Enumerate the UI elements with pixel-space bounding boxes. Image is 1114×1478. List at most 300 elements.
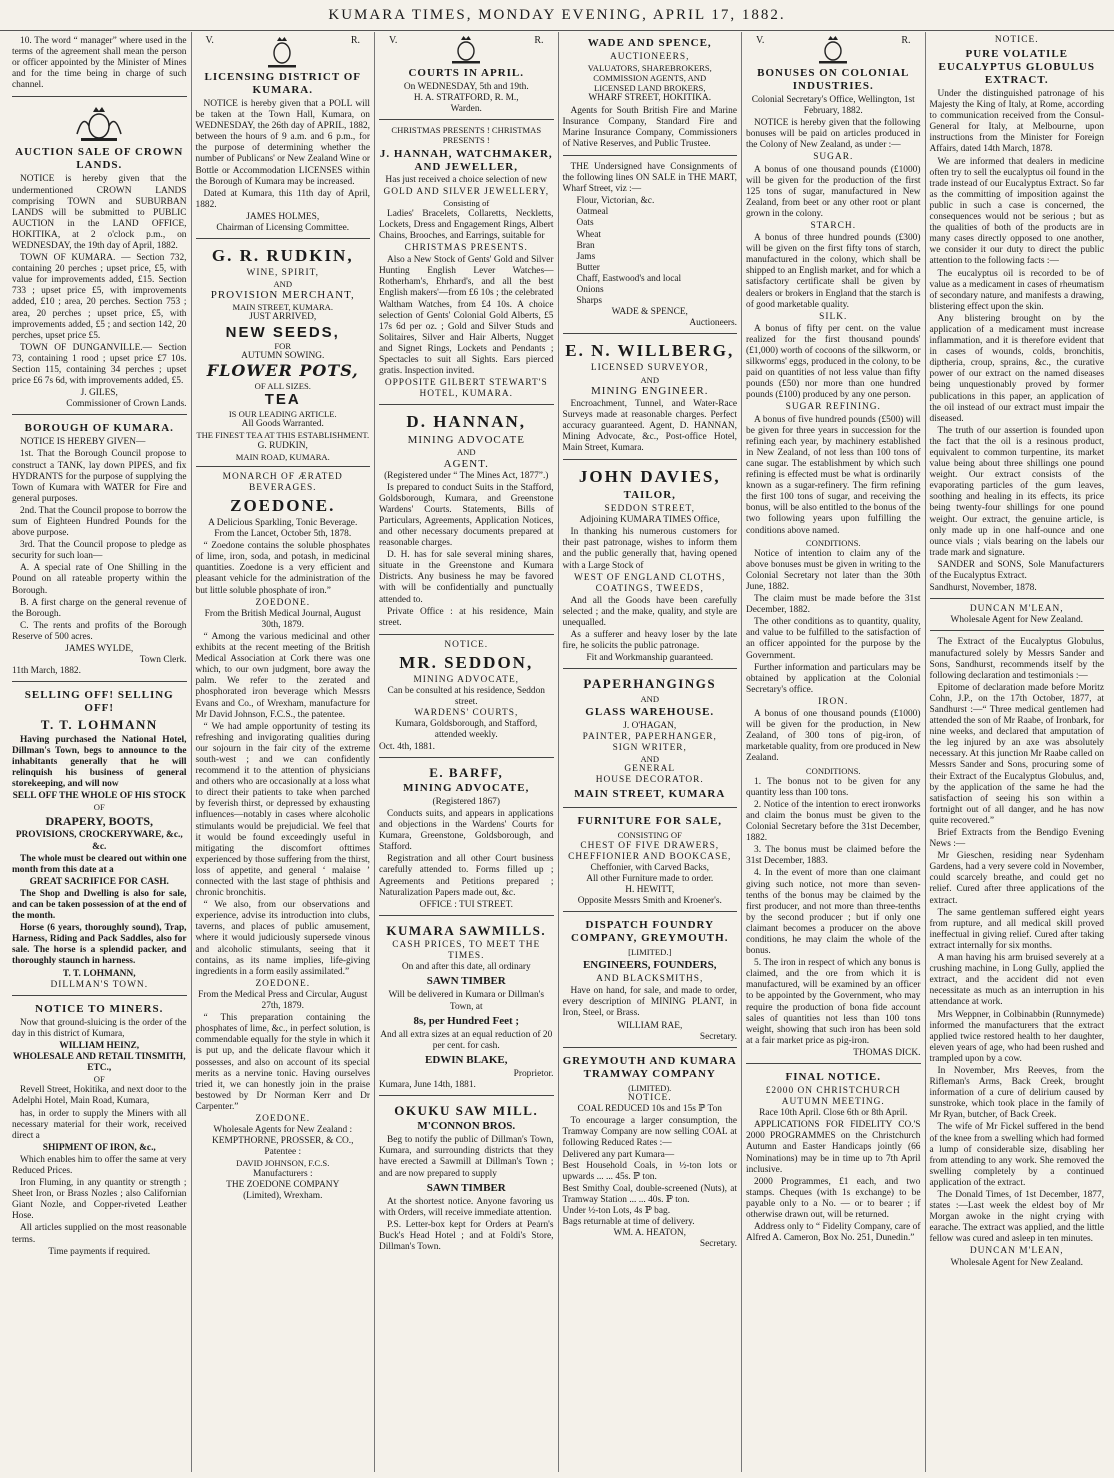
engineers-founders: ENGINEERS, FOUNDERS, [582, 959, 717, 972]
borough-2: 2nd. That the Council propose to borrow the sum of Eighteen Hundred Pounds for the above purpose. [12, 505, 187, 539]
willberg-name: E. N. WILLBERG, [565, 341, 735, 361]
west-of-england: WEST OF ENGLAND CLOTHS, [574, 572, 726, 583]
iron-4: 4. In the event of more than one claimant giving such notice, not more than seven-tenths of the bonus may be claimed by the first producer, and not more than three-tenths by the second producer ; but if only one claimant becomes a producer on the above conditions, he may claim the whole of the bonus. [746, 868, 921, 957]
barff-body: Conducts suits, and appears in applications and objections in the Wardens' Courts for Kumara, Greenstone, Goldsborough, and Stafford. [379, 809, 554, 853]
starch-body: A bonus of three hundred pounds (£300) will be given on the first fifty tons of starch, manufactured in the colony, which shall be shipped to an English market, and for which a satisfactory certificate shall be given by dealers or brokers in England that the starch is of good marketable quality. [746, 233, 921, 310]
furniture-ad [563, 810, 738, 912]
zoedone-2: ZOEDONE. [255, 597, 311, 608]
conditions-4: Further information and particulars may be obtained by application at the Colonial Secretary's office. [746, 662, 921, 695]
barff-registered: (Registered 1867) [432, 796, 500, 807]
flower-pots: FLOWER POTS, [206, 361, 359, 381]
list-item: Oatmeal [576, 207, 609, 218]
coal-body: To encourage a larger consumption, the Tramway Company are now selling COAL at following Reduced Rates :— [562, 1115, 737, 1149]
heaton-title: Secretary. [699, 1239, 737, 1249]
hewitt-name: H. HEWITT, [625, 884, 675, 895]
conditions-heading-2: CONDITIONS. [805, 765, 861, 776]
licensing-date: Dated at Kumara, this 11th day of April, 1882. [195, 188, 370, 210]
zoedone-ad [196, 469, 371, 1206]
final-notice: FINAL NOTICE. [785, 1071, 882, 1083]
household-coal: Best Household Coals, in ½-ton lots or upwards ... ... 45s. ℙ ton. [562, 1161, 737, 1183]
mconnon-body: Beg to notify the public of Dillman's Town, Kumara, and surrounding districts that they have erected a Sawmill at Dillman's Town ; and are now prepared to supply [379, 1135, 554, 1179]
eucalyptus-p2: We are informed that dealers in medicine often try to sell the eucalyptus oil found in the trade instead of our Eucalyptus Extract. So far as the committing of imposition against the public in such a case is concerned, the consequences would not be serious ; but as the qualities of both of the products are in many cases directly opposed to one another, we consider it our duty to direct the public attention to the following facts :— [929, 156, 1104, 267]
zoedone-3: ZOEDONE. [255, 978, 311, 989]
under-half-ton: Under ½-ton Lots, 4s ℙ bag. [562, 1205, 671, 1216]
paperhangings: PAPERHANGINGS [583, 676, 717, 692]
bonuses-ad [746, 32, 921, 1064]
licensing-body: NOTICE is hereby given that a POLL will be taken at the Town Hall, Kumara, on WEDNESDAY, the 26th day of APRIL, 1882, between the hours of 9 a.m. and 6 p.m., for the purpose of determining whether the number of Publicans' or New Zealand Wine or Bottle or Accommodation LICENSES within the Borough of Kumara may be increased. [195, 98, 370, 187]
wine-spirit: WINE, SPIRIT, [246, 268, 319, 279]
testimonial-p14: The wife of Mr Fickel suffered in the bend of the knee from a swelling which had formed a lump of considerable size, disabling her from attending to any work. She removed the swelling completely by a continued application of the extract. [929, 1122, 1104, 1188]
bmj-quote-1: “ Among the various medicinal and other exhibits at the recent meeting of the British Medical Association at Cork there was one which, to our own judgment, bore away the palm. We refer to the zerated and phosphorated iron beverage which Messrs Evans and Co., of Wrexham, manufacture for Mr David Johnson, F.C.S., the patentee. [195, 631, 370, 720]
eucalyptus-p5: The truth of our assertion is founded upon the fact that the oil is a resinous product, equivalent to common turpentine, its market value being about three shillings one pound weight. Our extract consists of the evaporating particles of the gum leaves, soothing and healing in its effects, its price being twenty-four shillings for one pound weight. Our extract, the genuine article, is only made up in one half-ounce and one ounce vials ; vials bearing on the labels our trade mark and signature. [929, 425, 1104, 558]
heinz-body: has, in order to supply the Miners with all necessary material for their work, received direct a [12, 1108, 187, 1141]
davies-name: JOHN DAVIES, [578, 467, 721, 487]
testimonial-p12: Mrs Weppner, in Colbinabbin (Runnymede) informed the manufacturers that the extract applied twice restored health to her daughter, eleven years of age, who had been rushed and trampled upon by a cow. [929, 1009, 1104, 1064]
blacksmiths: AND BLACKSMITHS, [596, 974, 704, 985]
sawn-timber-2: SAWN TIMBER [426, 1181, 506, 1194]
list-item: Sharps [576, 296, 603, 307]
miners-body: Now that ground-sluicing is the order of the day in this district of Kumara, [12, 1017, 187, 1039]
holmes-signature: JAMES HOLMES, [246, 211, 320, 222]
delivered: Will be delivered in Kumara or Dillman's Town, at [388, 990, 544, 1012]
zoedone-company: THE ZOEDONE COMPANY [226, 1179, 340, 1190]
wylde-signature: JAMES WYLDE, [65, 644, 134, 655]
lohmann-signature: T. T. LOHMANN, [62, 968, 136, 979]
and-label: AND [640, 754, 660, 765]
delicious: A Delicious Sparkling, Tonic Beverage. [208, 518, 358, 529]
tramway-ad [563, 1050, 738, 1254]
mclean-name: DUNCAN M'LEAN, [969, 604, 1064, 615]
borough-intro: NOTICE IS HEREBY GIVEN— [20, 437, 146, 448]
great-sacrifice: GREAT SACRIFICE FOR CASH. [29, 876, 169, 887]
zoedone-title: ZOEDONE. [230, 495, 336, 515]
shipment: SHIPMENT OF IRON, &c., [42, 1142, 156, 1153]
sandhurst-date: Sandhurst, November, 1878. [929, 583, 1037, 594]
barff-name: E. BARFF, [429, 764, 504, 780]
new-seeds: NEW SEEDS, [225, 323, 340, 341]
goods-list [563, 196, 738, 307]
eucalyptus-p4: Any blistering brought on by the application of a medicament must increase inflammation, and it is therefore evident that in cases of wounds, colds, bronchitis, diptheria, croup, sprains, &c., the curative power of our extract on the named diseases being unquestionably proved by former publications in this paper, an application of the oil instead of our extract must impair the diseased. [929, 313, 1104, 424]
eucalyptus-p1: Under the distinguished patronage of his Majesty the King of Italy, at Rome, according to communication received from the Consul-General for Italy, at Melbourne, upon instructions from the Minister for Foreign Affairs, dated 14th March, 1878. [929, 89, 1104, 155]
lancet-quote: “ Zoedone contains the soluble phosphates of lime, iron, soda, and potash, in medicinal quantities. Zoedone is a very efficient and pleasant vehicle for the administration of the but little soluble phosphate of iron.” [195, 541, 370, 596]
eucalyptus-p3: The eucalyptus oil is recorded to be of value as a medicament in cases of rheumatism of secondary nature, and manifests a drawing, blistering effect upon the skin. [929, 268, 1104, 312]
starch-heading: STARCH. [810, 220, 857, 231]
tramway-limited: (LIMITED). [628, 1082, 672, 1093]
bonuses-title: BONUSES ON COLONIAL INDUSTRIES. [757, 67, 910, 92]
revell-street: Revell Street, Hokitika, and next door to the Adelphi Hotel, Main Road, Kumara, [12, 1085, 187, 1107]
courts-body: On WEDNESDAY, 5th and 19th. [403, 81, 529, 92]
list-item: Flour, Victorian, &c. [576, 196, 655, 207]
list-item: Onions [576, 284, 604, 295]
column-4 [559, 32, 743, 1472]
dillmans-town: DILLMAN'S TOWN. [50, 979, 149, 990]
blake-date: Kumara, June 14th, 1881. [379, 1079, 476, 1090]
silk-body: A bonus of fifty per cent. on the value realized for the first thousand pounds' (£1,000) worth of cocoons of the silkworm, or silkworms' eggs, produced in the colony, to be paid on quantities of not less value than fifty pounds (£50) nor more than one hundred pounds (£100) produced by any one person. [746, 323, 921, 401]
testimonial-p13: In November, Mrs Reeves, from the Rifleman's Arms, Back Creek, brought information of a cure of delirium caused by sunstroke, which took place in the family of Mr Ryan, butcher, of Back Creek. [929, 1065, 1104, 1121]
finest-tea: THE FINEST TEA AT THIS ESTABLISHMENT. [196, 430, 370, 441]
fit-workmanship: Fit and Workmanship guaranteed. [586, 653, 714, 664]
licensed-brokers: LICENSED LAND BROKERS, [594, 83, 706, 94]
ps-note: P.S. Letter-box kept for Orders at Pearn's Buck's Head Hotel ; and at Foldi's Store, Dillman's Town. [379, 1219, 554, 1252]
furniture-title: FURNITURE FOR SALE, [577, 815, 723, 828]
watches: Also a New Stock of Gents' Gold and Silver Hunting English Lever Watches—Rotherham's, Ehrhard's, and all the best English makers'—from £6 10s ; the celebrated Waltham Watches, from £4 10s. A choice selection of Gents' Colonial Gold Alberts, £5 17s 6d per oz. ; Gold and Silver Studs and Solitaires, Silver and Hair Alberts, Nugget and Signet Rings, Lockets and Pendants ; Spectacles to suit all Sights. Ears pierced gratis. Inspection invited. [379, 255, 554, 377]
time-payments: Time payments if required. [48, 1246, 151, 1257]
cheffionier-bookcase: CHEFFIONIER AND BOOKCASE, [568, 851, 732, 862]
fidelity-address: Address only to “ Fidelity Company, care of Alfred A. Cameron, Box No. 251, Dunedin.” [746, 1222, 921, 1244]
newspaper-page [8, 32, 1108, 1472]
cash-prices: CASH PRICES, TO MEET THE TIMES. [392, 940, 541, 962]
and-label: AND [456, 447, 476, 458]
licensing-ad [196, 32, 371, 239]
wrexham: (Limited), Wrexham. [243, 1190, 323, 1201]
barff-title: MINING ADVOCATE, [403, 781, 530, 794]
eucalyptus-ad [930, 32, 1105, 599]
vr-r: R. [901, 35, 911, 46]
applications: APPLICATIONS FOR FIDELITY CO.'S 2000 PROGRAMMES on the Christchurch Autumn and Easter Handicaps jointly (66 Nominations) may be in time up to 7th April inclusive. [746, 1120, 921, 1175]
drapery: DRAPERY, BOOTS, [45, 814, 153, 829]
main-road: MAIN ROAD, KUMARA. [235, 451, 330, 462]
column-6 [926, 32, 1109, 1472]
miners-title: NOTICE TO MINERS. [35, 1002, 164, 1015]
heinz-name: WILLIAM HEINZ, [59, 1040, 140, 1051]
autumn-sowing: AUTUMN SOWING. [241, 351, 325, 362]
price: 8s, per Hundred Feet ; [413, 1014, 520, 1027]
masthead: KUMARA TIMES, MONDAY EVENING, APRIL 17, 1882. [0, 0, 1114, 31]
hannan-body: Is prepared to conduct Suits in the Stafford, Goldsborough, Kumara, and Greenstone Wardens' Courts. Statements, Bills of Particulars, Agreements, Application Notices, and other necessary documents prepared at reasonable charges. [379, 482, 554, 549]
sugar-heading: SUGAR. [813, 152, 854, 163]
list-item: Oats [576, 218, 594, 229]
sawmills-title: KUMARA SAWMILLS. [386, 922, 547, 938]
barff-ad [379, 760, 554, 916]
silk-heading: SILK. [819, 311, 848, 322]
borough-ad [12, 417, 187, 682]
glass-warehouse: GLASS WAREHOUSE. [585, 705, 715, 718]
manager-text: 10. The word “ manager” where used in the terms of the agreement shall mean the person or officer appointed by the Minister of Mines and for the time being in charge of such channel. [12, 36, 187, 91]
royal-crest-icon [813, 35, 853, 65]
licensing-title: LICENSING DISTRICT OF KUMARA. [204, 71, 361, 96]
consignments: THE Undersigned have Consignments of the following lines ON SALE in THE MART, Wharf Street, viz :— [562, 161, 737, 195]
wholesale-tinsmith: WHOLESALE AND RETAIL TINSMITH, ETC., [12, 1052, 186, 1074]
dispatch-title: DISPATCH FOUNDRY COMPANY, GREYMOUTH. [571, 919, 729, 945]
foundry-ad [563, 914, 738, 1048]
courts-ad [379, 32, 554, 120]
for-label: FOR [274, 341, 292, 352]
hewitt-address: Opposite Messrs Smith and Kroener's. [577, 896, 722, 906]
iron-body: A bonus of one thousand pounds (£1000) will be given for the production, in New Zealand, of 300 tons of pig-iron, of marketable quality, from ore produced in New Zealand. [746, 709, 921, 764]
agent: AGENT. [443, 457, 489, 470]
town-of-dunganville: TOWN OF DUNGANVILLE.— Section 73, containing 1 rood ; upset price £7 10s. Section 115, containing 34 perches ; upset price £6 7s 6d, with improvements added, £5. [12, 342, 187, 387]
giles-title: Commissioner of Crown Lands. [66, 399, 187, 410]
and-label: AND [273, 279, 293, 290]
refining-heading: SUGAR REFINING. [785, 402, 881, 413]
wholesale-agent: Wholesale Agent for New Zealand. [950, 615, 1083, 626]
iron-5: 5. The iron in respect of which any bonus is claimed, and the ore from which it is manufactured, will be examined by an officer to be appointed by the Government, who may require the production of bona fide account sales of quantities not less than 100 tons weight, showing that such iron has been sold at a fair market price as pig-iron. [746, 958, 921, 1046]
sugar-body: A bonus of one thousand pounds (£1000) will be given for the production of the first 125 tons of sugar, manufactured in New Zealand, from beet or any other root or plant grown in the colony. [746, 164, 921, 219]
okuku-ad [379, 1098, 554, 1258]
five-drawers: CHEST OF FIVE DRAWERS, [580, 840, 720, 851]
christmas-presents: CHRISTMAS PRESENTS. [404, 243, 528, 254]
warranted: All Goods Warranted. [241, 419, 324, 430]
column-5 [742, 32, 926, 1472]
warden: Warden. [450, 104, 482, 115]
zoedone-4: ZOEDONE. [255, 1113, 311, 1124]
vr-r: R. [350, 35, 360, 46]
mining-advocate: MINING ADVOCATE [407, 434, 525, 447]
enables: Which enables him to offer the same at very Reduced Prices. [12, 1154, 187, 1176]
rudkin-signature: G. RUDKIN, [257, 440, 308, 451]
sufferer: As a sufferer and heavy loser by the late fire, he solicits the public patronage. [562, 630, 737, 652]
eucalyptus-title: PURE VOLATILE EUCALYPTUS GLOBULUS EXTRACT. [938, 48, 1095, 87]
davies-body: In thanking his numerous customers for their past patronage, wishes to inform them and the public generally that, having opened with a Large Stock of [562, 527, 737, 571]
bmj-quote-2: “ We had ample opportunity of testing its refreshing and invigorating qualities during our sojourn in the fair city of the extreme south-west ; and we can confidently recommend it to the attention of physicians and others who are occasionally at a loss what to direct their patients to take when parched by feverish thirst, or depressed by exhausting influences—notably in cases where alcoholic stimulants would be prejudicial. We feel that it would be found exceedingly useful in mitigating the discomfort ofttimes experienced by those suffering from the thirst, loss of appetite, and general ‘ malaise ’ connected with the last stage of phthisis and chronic bronchitis. [195, 721, 370, 899]
column-3 [375, 32, 559, 1472]
rae-title: Secretary. [699, 1031, 737, 1042]
conditions-3: The other conditions as to quantity, quality, and value to be fulfilled to the satisfaction of an officer appointed for the purpose by the Government. [746, 617, 921, 661]
race-date: Race 10th April. Close 6th or 8th April. [759, 1108, 908, 1119]
manufacturers-label: Manufacturers : [252, 1168, 313, 1179]
patentee-label: Patentee : [264, 1147, 302, 1158]
mining-engineer: MINING ENGINEER. [591, 384, 709, 397]
cheffonier: Cheffonier, with Carved Backs, [590, 862, 709, 873]
heaton-name: WM. A. HEATON, [613, 1227, 686, 1238]
proprietor: Proprietor. [513, 1068, 554, 1079]
general: GENERAL [624, 764, 676, 775]
auctioneers-2: Auctioneers. [689, 318, 737, 329]
vr-header [196, 35, 371, 69]
royal-crest-icon [71, 104, 127, 144]
rae-name: WILLIAM RAE, [617, 1020, 683, 1031]
johnson: DAVID JOHNSON, F.C.S. [236, 1158, 330, 1169]
valuators: VALUATORS, SHAREBROKERS, COMMISSION AGENTS, AND [587, 63, 712, 84]
insurance-agents: Agents for South British Fire and Marine Insurance Company, Standard Fire and Marine Insurance Company, Commissioners of Native Reserves, and Public Trustee. [562, 105, 737, 149]
ohagan-ad [563, 671, 738, 808]
coatings: COATINGS, TWEEDS, [595, 583, 704, 594]
sawmills-body: On and after this date, all ordinary [401, 962, 531, 973]
conditions-heading: CONDITIONS. [805, 537, 861, 548]
programmes: 2000 Programmes, £1 each, and two stamps. Cheques (with 1s exchange) to be payable only to a No. — or to bearer ; if otherwise drawn out, will be returned. [746, 1176, 921, 1220]
just-arrived: JUST ARRIVED, [249, 312, 317, 323]
sawmills-ad [379, 918, 554, 1096]
rudkin-ad [196, 241, 371, 467]
wholesale-agent-2: Wholesale Agent for New Zealand. [950, 1257, 1083, 1268]
registered: (Registered under “ The Mines Act, 1877”.) [384, 470, 549, 481]
mclean-name-2: DUNCAN M'LEAN, [969, 1246, 1064, 1257]
vr-v: V. [389, 35, 398, 46]
bonuses-intro: NOTICE is hereby given that the following bonuses will be paid on articles produced in the Colony of New Zealand, as under :— [746, 118, 921, 151]
tailor: TAILOR, [623, 489, 676, 502]
testimonial-p6: The Extract of the Eucalyptus Globulus, manufactured solely by Messrs Sander and Sons, Sandhurst, recommends itself by the following declaration and testimonials :— [929, 637, 1104, 681]
rudkin-name: G. R. RUDKIN, [211, 246, 354, 266]
fidelity-ad [746, 1066, 921, 1249]
seddon-title: MINING ADVOCATE, [413, 674, 520, 685]
press-quote: “ This preparation containing the phosphates of lime, &c., in perfect solution, is commendable equally for the style in which it is put up, and the delicate flavour which it possesses, and also on account of its special merits as a nervine tonic. Having ourselves tried it, we can honestly join in the praise bestowed by Dr Norman Kerr and Dr Carpenter.” [195, 1013, 370, 1112]
column-1 [8, 32, 192, 1472]
stratford: H. A. STRATFORD, R. M., [413, 93, 519, 104]
iron-1: 1. The bonus not to be given for any quantity less than 100 tons. [746, 776, 921, 798]
okuku-title: OKUKU SAW MILL. [394, 1102, 539, 1118]
manager-clause [12, 32, 187, 97]
kempthorne: KEMPTHORNE, PROSSER, & CO., [212, 1136, 354, 1147]
conditions-body: Notice of intention to claim any of the above bonuses must be given in writing to the Colonial Secretary not later than the 30th June, 1882. [746, 548, 921, 593]
vr-r: R. [534, 35, 544, 46]
seddon-street: SEDDON STREET, [604, 504, 695, 515]
borough-1: 1st. That the Borough Council propose to construct a TANK, lay down PIPES, and fix HYDRANTS for the purpose of supplying the Town of Kumara with WATER for Fire and general purposes. [12, 449, 187, 504]
refining-body: A bonus of five hundred pounds (£500) will be given for three years in succession for the refining each year, by machinery established in New Zealand, of not less than 100 tons of cane sugar. The establishment by which such refining is effected must be what is ordinarily known as a sugar-refinery. The firm refining the first 100 tons of sugar, and receiving the bonus, will be also entitled to the bonus of the two following years upon fulfilling the conditions above named. [746, 414, 921, 536]
conditions-2: The claim must be made before the 31st December, 1882. [746, 594, 921, 616]
all-sizes: OF ALL SIZES. [254, 381, 311, 392]
wardens-courts: WARDENS' COURTS, [414, 708, 519, 719]
auction-title: AUCTION SALE OF CROWN LANDS. [15, 146, 184, 172]
sawn-timber: SAWN TIMBER [426, 975, 506, 988]
list-item: Butter [576, 262, 600, 273]
borough-3: 3rd. That the Council propose to pledge as security for such loan— [12, 540, 187, 562]
dispatch-limited: [LIMITED.] [628, 947, 672, 958]
hannah-name: J. HANNAH, WATCHMAKER, AND JEWELLER, [379, 147, 553, 173]
coal-reduced: COAL REDUCED 10s and 15s ℙ Ton [577, 1103, 722, 1114]
heinz-of: OF [93, 1074, 105, 1085]
auctioneers: AUCTIONEERS, [610, 51, 690, 62]
consisting: Consisting of [443, 197, 490, 208]
list-item: Bran [576, 240, 595, 251]
shortest-notice: At the shortest notice. Anyone favoring us with Orders, will receive immediate attention. [379, 1196, 554, 1218]
borough-c: C. The rents and profits of the Borough Reserve of 500 acres. [12, 620, 187, 642]
shop-dwelling: The Shop and Dwelling is also for sale, and can be taken possession of at the end of the month. [12, 888, 187, 922]
hannan-body-2: D. H. has for sale several mining shares, situate in the Greenstone and Kumara Districts. Any business he may be favored with will be confidentially and punctually attended to. [379, 550, 554, 605]
seddon-body: Can be consulted at his residence, Seddon street. [387, 686, 545, 708]
ohagan-name: J. O'HAGAN, [623, 720, 677, 731]
vr-header [746, 35, 921, 65]
adjoining: Adjoining KUMARA TIMES Office, [579, 515, 720, 526]
willberg-body: Encroachment, Tunnel, and Water-Race Surveys made at reasonable charges. Perfect accuracy guaranteed. Agent, D. HANNAN, Mining Advocate, &c., Post-office Hotel, Main Street, Kumara. [562, 398, 737, 453]
christmas-header: CHRISTMAS PRESENTS ! CHRISTMAS PRESENTS ! [391, 125, 542, 146]
sander-sons: SANDER and SONS, Sole Manufacturers of the Eucalyptus Extract. [929, 559, 1104, 582]
main-street-kumara: MAIN STREET, KUMARA [574, 788, 726, 801]
borough-a: A. A special rate of One Shilling in the Pound on all rateable property within the Borough. [12, 563, 187, 596]
lancet-source: From the Lancet, October 5th, 1878. [214, 529, 352, 540]
barff-office: OFFICE : TUI STREET. [419, 899, 513, 910]
wade-signature: WADE & SPENCE, [611, 307, 688, 318]
courts-title: COURTS IN APRIL. [408, 67, 525, 79]
bags-returnable: Bags returnable at time of delivery. [562, 1216, 695, 1227]
auction-body: NOTICE is hereby given that the undermentioned CROWN LANDS comprising TOWN and SUBURBAN LANDS will be submitted to PUBLIC AUCTION in the LAND OFFICE, HOKITIKA, at 2 o'clock p.m., on WEDNESDAY, the 19th day of April, 1882. [12, 174, 187, 251]
of-label: OF [93, 802, 105, 813]
painter: PAINTER, PAPERHANGER, [582, 731, 717, 742]
hannan-ad [379, 407, 554, 634]
wardens-body: Kumara, Goldsborough, and Stafford, attended weekly. [395, 719, 538, 741]
selling-title: SELLING OFF! SELLING OFF! [24, 689, 174, 715]
tramway-title: GREYMOUTH AND KUMARA TRAMWAY COMPANY [562, 1054, 737, 1080]
gold-silver: GOLD AND SILVER JEWELLERY, [383, 186, 550, 197]
testimonial-p7: Epitome of declaration made before Moritz Cohn, J.P., on the 17th October, 1877, at Sandhurst :—“ Three medical gentlemen had attended the son of Mr Raabe, of Ironbark, for nine weeks, and declared that amputation of the leg injured by an axe was absolutely necessary. At this junction Mr Raabe called on Messrs Sander and Sons, procuring some of their Extract of the Eucalyptus Globulus, and, by the application of the same he had the satisfaction of seeing his son within a fortnight out of all danger, and he has now quite recovered.” [929, 682, 1104, 826]
main-street: MAIN STREET, KUMARA. [232, 302, 334, 313]
testimonial-p9: Mr Gieschen, residing near Sydenham Gardens, had a very severe cold in November, could scarcely breathe, and could get no relief. Cured after three applications of the extract. [929, 851, 1104, 906]
testimonial-p15: The Donald Times, of 1st December, 1877, states :—Last week the eldest boy of Mr Morgan awoke in the night crying with earache. The extract was applied, and the little fellow was cured and asleep in ten minutes. [929, 1190, 1104, 1245]
tea: TEA [264, 391, 301, 409]
mconnon-name: M'CONNON BROS. [417, 1120, 516, 1133]
seddon-date: Oct. 4th, 1881. [379, 741, 435, 752]
wholesale-agents: Wholesale Agents for New Zealand : [213, 1125, 353, 1136]
horse: Horse (6 years, thoroughly sound), Trap, Harness, Riding and Pack Saddles, also for sale. The horse is a splendid packer, and thoroughly staunch in harness. [12, 923, 187, 967]
dick-signature: THOMAS DICK. [853, 1047, 921, 1058]
hannah-body: Has just received a choice selection of new [385, 175, 548, 186]
surveyor: LICENSED SURVEYOR, [590, 363, 709, 374]
wylde-date: 11th March, 1882. [12, 666, 81, 677]
press-source: From the Medical Press and Circular, August 27th, 1879. [198, 989, 368, 1012]
lohmann-name: T. T. LOHMANN [40, 717, 158, 733]
notice-title: NOTICE. [627, 1092, 672, 1103]
davies-ad [563, 462, 738, 669]
blake-name: EDWIN BLAKE, [424, 1053, 508, 1066]
monarch-title: MONARCH OF ÆRATED BEVERAGES. [222, 471, 343, 493]
borough-title: BOROUGH OF KUMARA. [24, 422, 174, 435]
fluming: Iron Fluming, in any quantity or strength ; Sheet Iron, or Brass Nozles ; also Californian Giant Nozle, and Copper-riveted Leather Hose. [12, 1178, 187, 1222]
bmj-quote-3: “ We also, from our observations and experience, advise its introduction into clubs, taverns, and places of public amusement, where it would judiciously supersede vinous and alcoholic stimulants, seeing that it contains, as its name implies, life-giving ingredients in a form easily assimilated.” [195, 900, 370, 977]
giles-signature: J. GILES, [80, 388, 118, 399]
ladies-list: Ladies' Bracelets, Collaretts, Neckletts, Lockets, Dress and Engagement Rings, Albert Chains, Brooches, and Earrings, suitable for [379, 208, 554, 241]
testimonial-p8: Brief Extracts from the Bendigo Evening News :— [929, 828, 1104, 850]
wharf-street: WHARF STREET, HOKITIKA. [588, 93, 712, 104]
list-item: Chaff, Eastwood's and local [576, 273, 682, 284]
column-2 [192, 32, 376, 1472]
seddon-name: MR. SEDDON, [399, 652, 534, 672]
hannan-name: D. HANNAN, [406, 412, 527, 432]
consisting-of: CONSISTING OF [617, 830, 682, 841]
secretary-office: Colonial Secretary's Office, Wellington, 1st February, 1882. [751, 94, 915, 117]
seddon-ad [379, 637, 554, 758]
vr-header [379, 35, 554, 65]
lohmann-ad [12, 684, 187, 995]
hannah-ad [379, 122, 554, 405]
cleared: The whole must be cleared out within one month from this date at a [12, 853, 187, 875]
smithy-coal: Best Smithy Coal, double-screened (Nuts), at Tramway Station ... ... 40s. ℙ ton. [562, 1183, 737, 1205]
list-item: Jams [576, 251, 596, 262]
crown-lands-ad [12, 99, 187, 415]
notice-title: NOTICE. [444, 639, 489, 650]
private-office: Private Office : at his residence, Main street. [379, 606, 554, 628]
davies-body-2: And all the Goods have been carefully selected ; and the make, quality, and style are unequalled. [562, 595, 737, 629]
delivered-kumara: Delivered any part Kumara— [562, 1150, 675, 1161]
list-item: Wheat [576, 229, 601, 240]
iron-3: 3. The bonus must be claimed before the 31st December, 1883. [746, 845, 921, 867]
royal-crest-icon [262, 35, 302, 69]
testimonial-p11: A man having his arm bruised severely at a crushing machine, in Long Gully, applied the extract, and the accident did not even necessitate as much as an interruption in his attendance at work. [929, 953, 1104, 1008]
lohmann-body: Having purchased the National Hotel, Dillman's Town, begs to announce to the inhabitants generally that he will relinquish his business of general storekeeping, and will now [12, 734, 187, 789]
heinz-ad [12, 998, 187, 1262]
wylde-title: Town Clerk. [139, 655, 187, 666]
borough-b: B. A first charge on the general revenue of the Borough. [12, 597, 187, 619]
provisions: PROVISIONS, CROCKERYWARE, &c., &c. [15, 830, 183, 852]
and-label: AND [640, 693, 660, 704]
other-furniture: All other Furniture made to order. [586, 873, 714, 884]
barff-body-2: Registration and all other Court business carefully attended to. Forms filled up ; Agreements and Petitions prepared ; Naturalization Papers made out, &c. [379, 854, 554, 898]
holmes-title: Chairman of Licensing Committee. [216, 222, 350, 233]
bmj-source: From the British Medical Journal, August 30th, 1879. [204, 608, 361, 630]
wade-name: WADE AND SPENCE, [587, 37, 712, 49]
consignments-ad [563, 158, 738, 334]
provision-merchant: PROVISION MERCHANT, [210, 289, 355, 302]
iron-2: 2. Notice of the intention to erect ironworks and claim the bonus must be given to the Colonial Secretary before the 31st December, 1882. [746, 799, 921, 844]
notice-title: NOTICE. [994, 35, 1039, 45]
willberg-ad [563, 336, 738, 460]
and-label: AND [640, 374, 660, 385]
mclean-ad [930, 601, 1105, 631]
articles: All articles supplied on the most reasonable terms. [12, 1223, 187, 1245]
testimonial-p10: The same gentleman suffered eight years from rupture, and all medical skill proved ineffectual in giving relief. Cured after taking extract internally for six months. [929, 907, 1104, 951]
sign-writer: SIGN WRITER, [612, 743, 687, 754]
testimonials-ad [930, 633, 1105, 1272]
town-of-kumara: TOWN OF KUMARA. — Section 732, containing 20 perches ; upset price, £5, with value for improvements added, £15. Section 733 ; upset price £5, with improvements added, £10 ; area, 20 perches. Section 753 ; area, 20 perches ; upset price, £5, with improvements added, £5 ; and section 142, 20 perches, upset price £5. [12, 253, 187, 341]
christchurch-cup: £2000 ON CHRISTCHURCH AUTUMN MEETING. [765, 1085, 901, 1108]
